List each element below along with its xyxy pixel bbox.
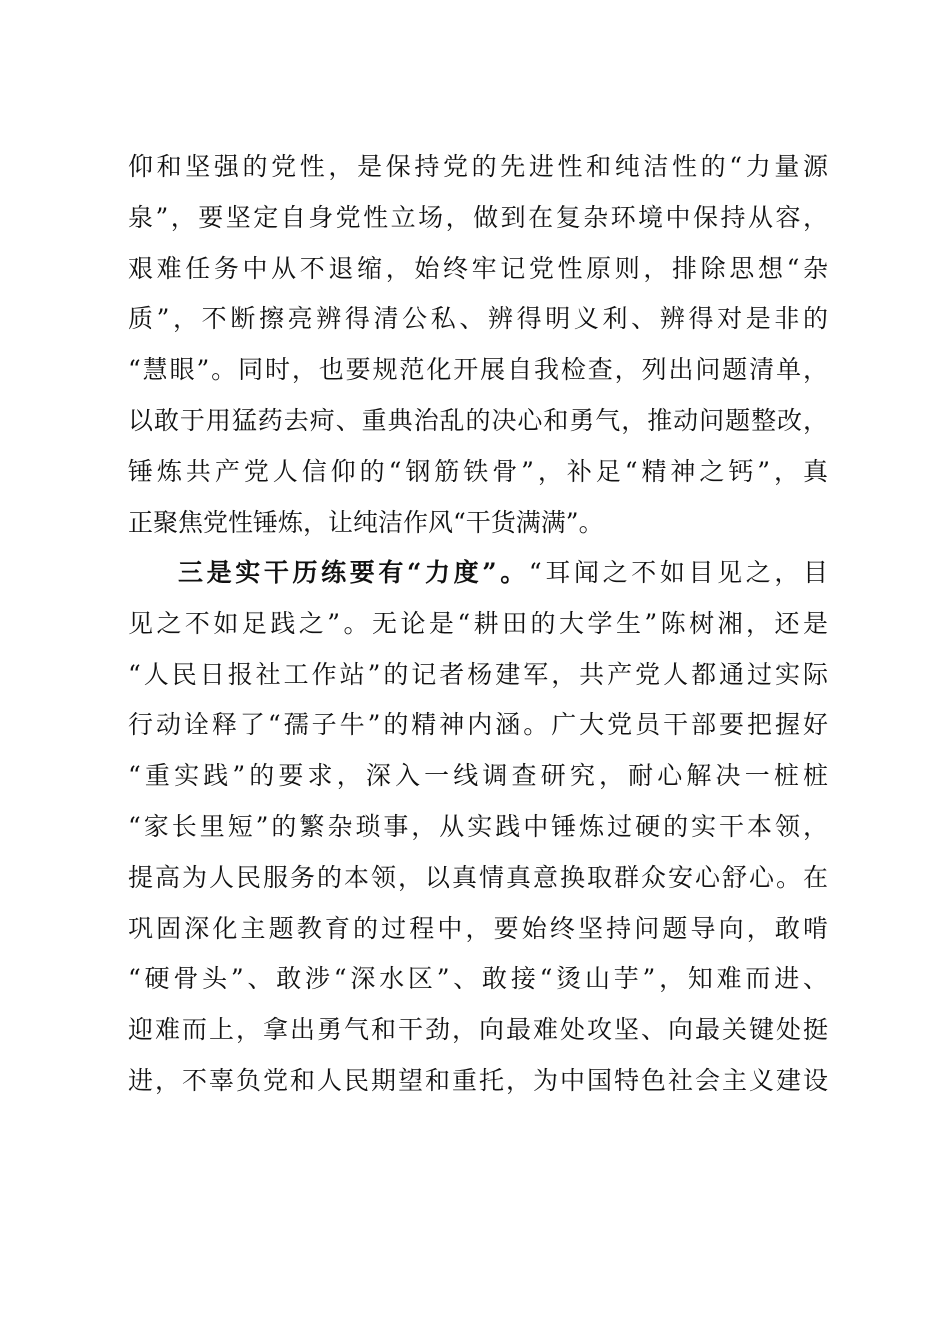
paragraph-2-line: 巩固深化主题教育的过程中，要始终坚持问题导向，敢啃 (128, 913, 828, 943)
paragraph-2 (128, 548, 828, 1107)
paragraph-2-line: 进，不辜负党和人民期望和重托，为中国特色社会主义建设 (128, 1065, 828, 1095)
paragraph-1-line: 泉”，要坚定自身党性立场，做到在复杂环境中保持从容， (128, 202, 828, 232)
paragraph-1-line: 正聚焦党性锤炼，让纯洁作风“干货满满”。 (128, 507, 604, 537)
paragraph-1-line: 艰难任务中从不退缩，始终牢记党性原则，排除思想“杂 (128, 253, 828, 283)
paragraph-2-heading: 三是实干历练要有“力度”。 (178, 558, 529, 587)
paragraph-2-line: 提高为人民服务的本领，以真情真意换取群众安心舒心。在 (128, 862, 828, 892)
paragraph-1-line: 质”，不断擦亮辨得清公私、辨得明义利、辨得对是非的 (128, 304, 828, 334)
paragraph-1-line: “慧眼”。同时，也要规范化开展自我检查，列出问题清单， (128, 355, 828, 385)
paragraph-1-line: 以敢于用猛药去疴、重典治乱的决心和勇气，推动问题整改， (128, 405, 828, 435)
paragraph-2-first-line (128, 548, 828, 599)
paragraph-1 (128, 142, 828, 548)
paragraph-2-line: 见之不如足践之”。无论是“耕田的大学生”陈树湘，还是 (128, 608, 828, 638)
paragraph-1-line: 锤炼共产党人信仰的“钢筋铁骨”，补足“精神之钙”，真 (128, 456, 828, 486)
paragraph-2-line: 行动诠释了“孺子牛”的精神内涵。广大党员干部要把握好 (128, 710, 828, 740)
paragraph-2-first-line-text: “耳闻之不如目见之，目 (528, 558, 828, 587)
paragraph-1-line: 仰和坚强的党性，是保持党的先进性和纯洁性的“力量源 (128, 152, 828, 181)
paragraph-2-line: “重实践”的要求，深入一线调查研究，耐心解决一桩桩 (128, 761, 828, 791)
paragraph-2-line: “家长里短”的繁杂琐事，从实践中锤炼过硬的实干本领， (128, 811, 828, 841)
paragraph-2-line: “硬骨头”、敢涉“深水区”、敢接“烫山芋”，知难而进、 (128, 964, 828, 994)
paragraph-2-line: 迎难而上，拿出勇气和干劲，向最难处攻坚、向最关键处挺 (128, 1015, 828, 1045)
paragraph-2-line: “人民日报社工作站”的记者杨建军，共产党人都通过实际 (128, 659, 828, 689)
